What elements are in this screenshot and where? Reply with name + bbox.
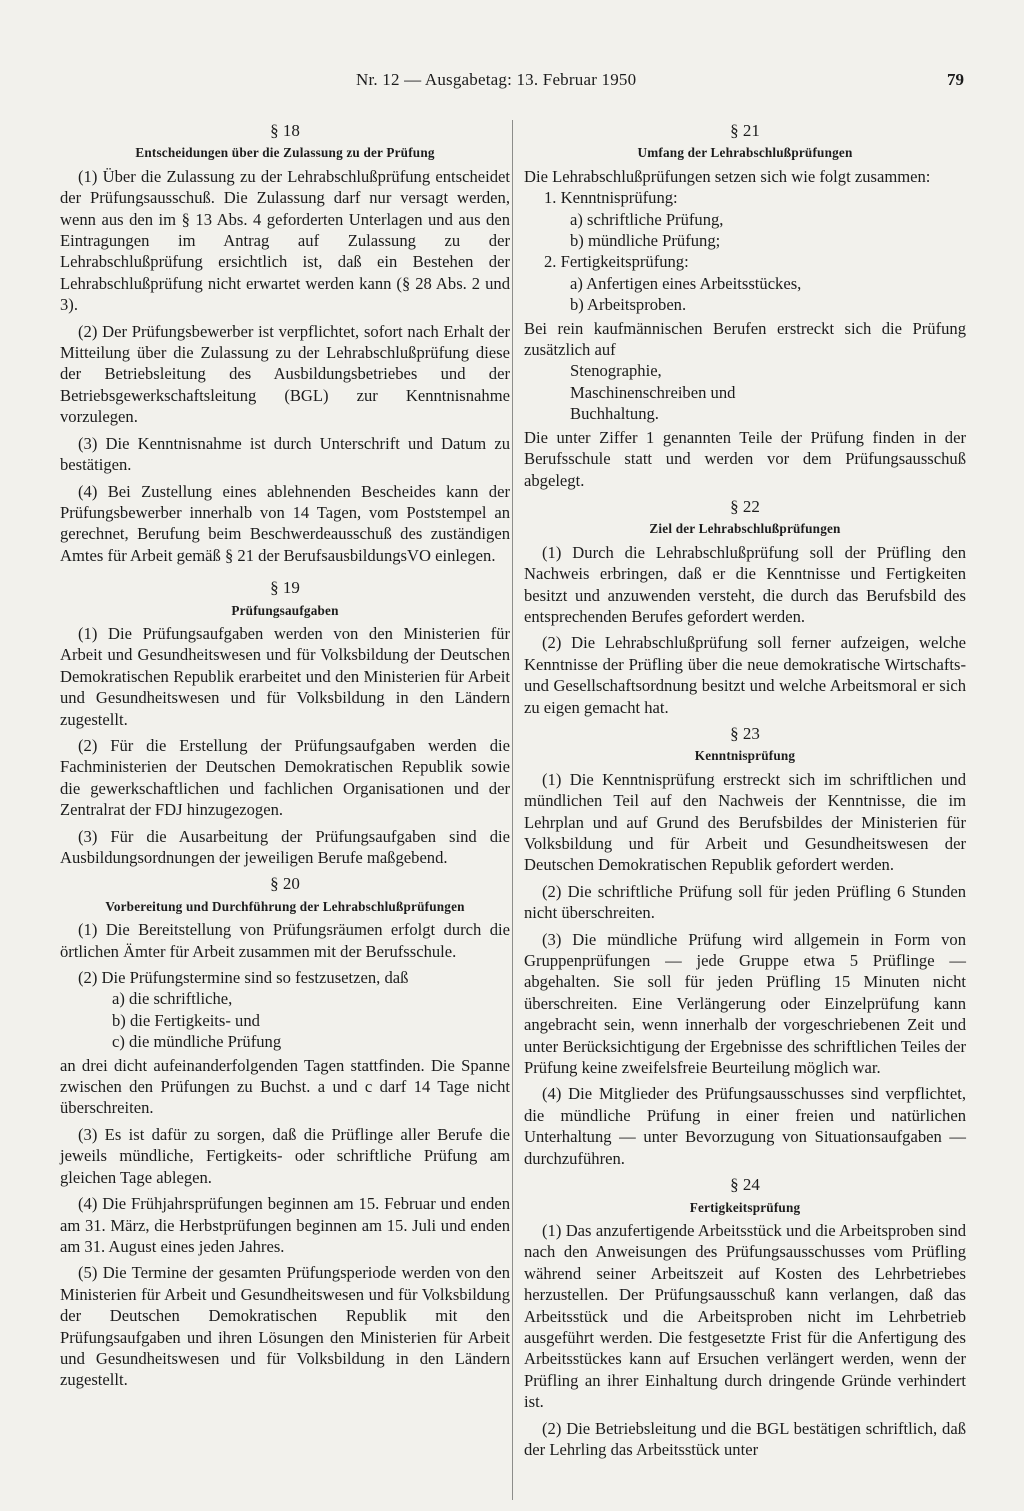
list-item: b) mündliche Prüfung; xyxy=(570,231,721,251)
paragraph: (5) Die Termine der gesamten Prüfungsperiode werden von den Ministerien für Arbeit und Gesundheitswesen und für Volksbildung der Deutschen Demokratischen Republik mit den Prüfungsaufgaben und ihren Lösungen den Ministerien für Arbeit und Gesundheitswesen und für Volksbildung in den Ländern zugestellt. xyxy=(60,1263,510,1390)
list-item: c) die mündliche Prüfung xyxy=(112,1032,282,1052)
paragraph: (2) Der Prüfungsbewerber ist verpflichtet, sofort nach Erhalt der Mitteilung über die Zulassung zu der Lehrabschlußprüfung diese der Betriebsleitung des Ausbildungsbetriebes und der Betriebsgewerkschaftsleitung (BGL) zur Kenntnisnahme vorzulegen. xyxy=(60,321,510,427)
section-number: § 19 xyxy=(270,578,300,598)
section-19 xyxy=(60,577,510,868)
deadline-list xyxy=(60,988,510,1052)
section-number: § 23 xyxy=(730,723,760,743)
paragraph: (2) Die schriftliche Prüfung soll für jeden Prüfling 6 Stunden nicht überschreiten. xyxy=(524,881,966,923)
left-column xyxy=(60,120,510,1396)
section-title: Kenntnisprüfung xyxy=(694,748,796,764)
paragraph: (2) Die Prüfungstermine sind so festzusetzen, daß xyxy=(78,968,409,988)
paragraph: (3) Es ist dafür zu sorgen, daß die Prüflinge aller Berufe die jeweils mündliche, Fertigkeits- oder schriftliche Prüfung am gleichen Tage ablegen. xyxy=(60,1124,510,1187)
list-item: Stenographie, xyxy=(570,361,662,381)
section-title: Prüfungsaufgaben xyxy=(231,602,339,618)
section-number: § 22 xyxy=(730,496,760,516)
section-number: § 18 xyxy=(270,121,300,140)
paragraph: (4) Bei Zustellung eines ablehnenden Bescheides kann der Prüfungsbewerber innerhalb von 14 Tagen, vom Poststempel an gerechnet, Berufung beim Beschwerdeausschuß des zuständigen Amtes für Arbeit gemäß § 21 der BerufsausbildungsVO einlegen. xyxy=(60,481,510,565)
section-title: Ziel der Lehrabschlußprüfungen xyxy=(649,521,841,537)
paragraph: an drei dicht aufeinanderfolgenden Tagen stattfinden. Die Spanne zwischen den Prüfungen zu Buchst. a und c darf 14 Tage nicht überschreiten. xyxy=(60,1055,510,1118)
section-20 xyxy=(60,873,510,1390)
commercial-subjects-list xyxy=(524,360,966,424)
section-title: Vorbereitung und Durchführung der Lehrabschlußprüfungen xyxy=(105,898,465,914)
list-item: b) die Fertigkeits- und xyxy=(112,1010,260,1030)
section-title: Umfang der Lehrabschlußprüfungen xyxy=(637,145,853,161)
paragraph: (1) Das anzufertigende Arbeitsstück und die Arbeitsproben sind nach den Anweisungen des Prüfungsausschusses vom Prüfling während seiner Arbeitszeit auf Kosten des Lehrbetriebes herzustellen. Der Prüfungsausschuß kann verlangen, daß das Arbeitsstück und die Arbeitsproben nicht im Lehrbetrieb ausgeführt werden. Die festgesetzte Frist für die Anfertigung des Arbeitsstückes kann auf Ersuchen verlängert werden, wenn der Prüfling an ihrer Einhaltung durch dringende Gründe verhindert ist. xyxy=(524,1220,966,1412)
paragraph: (1) Die Kenntnisprüfung erstreckt sich im schriftlichen und mündlichen Teil auf den Nachweis der Kenntnisse, die im Lehrplan und auf Grund des Berufsbildes der Ministerien für Volksbildung und für Arbeit und Gesundheitswesen der Deutschen Demokratischen Republik gefordert werden. xyxy=(524,769,966,875)
list-item: a) Anfertigen eines Arbeitsstückes, xyxy=(570,273,802,293)
section-21 xyxy=(524,120,966,491)
issue-title: Nr. 12 — Ausgabetag: 13. Februar 1950 xyxy=(356,70,637,89)
paragraph: (3) Die mündliche Prüfung wird allgemein in Form von Gruppenprüfungen — jede Gruppe etwa 5 Prüflinge — abgehalten. Sie soll für jeden Prüfling 15 Minuten nicht überschreiten. Eine Verlängerung oder Einzelprüfung kann angebracht sein, wenn innerhalb der vorgeschriebenen Zeit und unter Berücksichtigung der Ergebnisse des schriftlichen Teiles der Prüfung keine zweifelsfreie Beurteilung möglich war. xyxy=(524,929,966,1078)
paragraph: (1) Durch die Lehrabschlußprüfung soll der Prüfling den Nachweis erbringen, daß er die Kenntnisse und Fertigkeiten besitzt und anzuwenden versteht, die durch das Berufsbild des entsprechenden Berufes gefordert werden. xyxy=(524,542,966,626)
paragraph: Die unter Ziffer 1 genannten Teile der Prüfung finden in der Berufsschule statt und werden vor dem Prüfungsausschuß abgelegt. xyxy=(524,427,966,490)
section-title: Fertigkeitsprüfung xyxy=(689,1199,801,1215)
paragraph: (4) Die Frühjahrsprüfungen beginnen am 15. Februar und enden am 31. März, die Herbstprüfungen beginnen am 15. Juli und enden am 31. August eines jeden Jahres. xyxy=(60,1194,510,1256)
section-title: Entscheidungen über die Zulassung zu der Prüfung xyxy=(135,145,435,161)
paragraph: (1) Die Prüfungsaufgaben werden von den Ministerien für Arbeit und Gesundheitswesen und für Volksbildung der Deutschen Demokratischen Republik erarbeitet und den Ministerien für Arbeit und Gesundheitswesen und für Volksbildung in den Ländern zugestellt. xyxy=(60,623,510,729)
paragraph: (1) Die Bereitstellung von Prüfungsräumen erfolgt durch die örtlichen Ämter für Arbeit zusammen mit der Berufsschule. xyxy=(60,920,510,961)
list-item: 2. Fertigkeitsprüfung: xyxy=(544,252,689,272)
section-23 xyxy=(524,723,966,1169)
section-22 xyxy=(524,496,966,718)
list-item: Buchhaltung. xyxy=(570,404,659,424)
section-number: § 20 xyxy=(270,874,300,894)
paragraph: Bei rein kaufmännischen Berufen erstreckt sich die Prüfung zusätzlich auf xyxy=(524,318,966,360)
list-item: b) Arbeitsproben. xyxy=(570,295,687,315)
list-item: 1. Kenntnisprüfung: xyxy=(544,188,678,208)
section-24 xyxy=(524,1174,966,1460)
paragraph: (2) Die Lehrabschlußprüfung soll ferner aufzeigen, welche Kenntnisse der Prüfling über die neue demokratische Wirtschafts- und Gesellschaftsordnung besitzt und welche Arbeitsmoral er sich zu eigen gemacht hat. xyxy=(524,633,966,717)
column-divider xyxy=(512,120,513,1500)
section-number: § 24 xyxy=(730,1175,760,1195)
list-item: Maschinenschreiben und xyxy=(570,382,736,402)
paragraph: Die Lehrabschlußprüfungen setzen sich wie folgt zusammen: xyxy=(524,166,931,186)
exam-parts-list xyxy=(524,187,966,315)
paragraph: (3) Für die Ausarbeitung der Prüfungsaufgaben sind die Ausbildungsordnungen der jeweiligen Berufe maßgebend. xyxy=(60,826,510,867)
section-18 xyxy=(60,120,510,566)
paragraph: (2) Die Betriebsleitung und die BGL bestätigen schriftlich, daß der Lehrling das Arbeitsstück unter xyxy=(524,1418,966,1459)
section-number: § 21 xyxy=(730,121,760,140)
paragraph: (3) Die Kenntnisnahme ist durch Unterschrift und Datum zu bestätigen. xyxy=(60,433,510,475)
right-column xyxy=(524,120,966,1465)
list-item: a) die schriftliche, xyxy=(112,989,233,1009)
list-item: a) schriftliche Prüfung, xyxy=(570,209,724,229)
page-header xyxy=(0,70,1024,96)
paragraph: (1) Über die Zulassung zu der Lehrabschlußprüfung entscheidet der Prüfungsausschuß. Die Zulassung darf nur versagt werden, wenn aus den im § 13 Abs. 4 geforderten Unterlagen und aus den Eintragungen im Antrag auf Zulassung zu der Lehrabschlußprüfung ersichtlich ist, daß ein Bestehen der Lehrabschlußprüfung nicht erwartet werden kann (§ 28 Abs. 2 und 3). xyxy=(60,166,510,315)
paragraph: (4) Die Mitglieder des Prüfungsausschusses sind verpflichtet, die mündliche Prüfung in einer freien und natürlichen Unterhaltung — unter Bevorzugung von Situationsaufgaben — durchzuführen. xyxy=(524,1084,966,1168)
page-number: 79 xyxy=(947,70,964,89)
paragraph: (2) Für die Erstellung der Prüfungsaufgaben werden die Fachministerien der Deutschen Demokratischen Republik sowie die gewerkschaftlichen und fachlichen Organisationen und der Zentralrat der FDJ hinzugezogen. xyxy=(60,735,510,820)
